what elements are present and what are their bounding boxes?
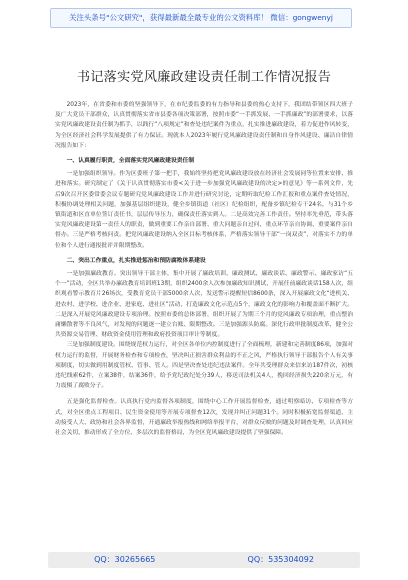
qq-contact[interactable]: QQ：30265665	[94, 555, 156, 564]
body-paragraph: 五是强化监督检查。认真执行党内监督各项制度，围绕中心工作开展监督检查，通过明察暗访、专项检查等方式，对全区重点工程项目、民生资金使用等开展专项督查12次，发现并纠正问题31个。同时积极拓宽监督渠道，主动接受人大、政协和社会各界监督，开通廉政举报热线和网络举报平台，对群众反映的问题及时调查处理，认真回应社会关切，推动形成了全方位、多层次的监督格局，为全区党风廉政建设提供了坚强保障。	[55, 399, 353, 437]
body-paragraph: 一是加强组织领导。作为区委班子第一把手，我始终坚持把党风廉政建设放在经济社会发展同等位置来安排、推进和落实。研究制定了《关于认真贯彻落实市委<关于进一步加强党风廉政建设的决定>的意见》等一系列文件，先后9次召开区委常委会议专题研究党风廉政建设工作并进行研究讨论，定期听取纪检工作汇报和重点案件查处情况，积极协调处理相关问题，加强基层组织建设，健全乡镇街道（社区）纪检组织，配备乡镇纪检专干24名，与31个乡镇街道和区直单位签订责任书，层层传导压力，确保责任落实到人。二是高效完善工作责任。坚持率先垂范，带头落实党风廉政建设第一责任人的职责，做到重要工作亲自部署、重大问题亲自过问、重点环节亲自协调、重要案件亲自督办。三是严格考核问责。把党风廉政建设纳入全区目标考核体系，严格落实领导干部“一岗双责”，对落实不力的单位和个人进行通报批评并限期整改。	[55, 171, 353, 249]
qq-group-contact[interactable]: QQ：535304092	[247, 555, 314, 564]
body-paragraph: 三是加强制度建设。围绕规范权力运行，对全区各单位内控制度进行了全面梳理，新建和完善制度86项，加强对权力运行的监督，开展财务检查和专项检查，坚决纠正损害群众利益的不正之风，严格执行领导干部报告个人有关事项制度，切实做到用制度管权、管事、管人。四是坚决查处违纪违法案件。全年共受理群众来信来访187件次，初核违纪线索62件，立案38件，结案36件，给予党纪政纪处分39人，移送司法机关4人，挽回经济损失220余万元，有力震慑了腐败分子。	[55, 342, 353, 390]
document-title: 书记落实党风廉政建设责任制工作情况报告	[76, 70, 332, 85]
body-paragraph: 一是加强廉政教育。突出领导干部主体，集中开展了廉政培训、廉政测试、廉政谈话、廉政警示、廉政家访“五个一”活动，全区共举办廉政教育培训班13期，组织2400余人次参加廉政知识测试，开展任前廉政谈话158人次，组织观看警示教育片26场次，受教育党员干部5000余人次，发送警示提醒短信8600条，深入开展廉政文化“进机关、进农村、进学校、进企业、进家庭、进社区”活动，打造廉政文化示范点5个，廉政文化的影响力和覆盖面不断扩大。二是深入开展党风廉政建设专项治理。按照市委的总体部署，组织开展了为期三个月的党风廉政专项治理，重点整治庸懒散奢等不良风气，对发现的问题逐一建立台账、限期整改。三是加强源头防腐。深化行政审批制度改革，健全公共资源交易管理、财政资金使用管理和政府投资项目审计等制度。	[55, 271, 353, 339]
document-body	[55, 100, 353, 532]
intro-paragraph: 2023年，在省委和市委的坚强领导下，在市纪委监委的有力指导和县委的热心支持下，我团结带领区四大班子及广大党员干部群众，认真贯彻落实省市县委各项决策部署，按照市委“一手抓发展、一手抓廉政”的部署要求，以落实党风廉政建设责任制为抓手，以践行“八项规定”和查处违纪案件为重点，扎实推进廉政建设，着力促进作风转变，为全区经济社会科学发展提供了有力保证。现就本人2023年履行党风廉政建设责任制和自身作风建设、廉洁自律情况报告如下：	[55, 102, 353, 149]
bottom-contact-banner	[48, 552, 360, 568]
top-promo-banner[interactable]: 关注头条号"公文研究"，获得最新最全最专业的公文资料库！ 微信：gongwenyj	[50, 8, 352, 28]
section-heading-1: 一、认真履行职责，全面落实党风廉政建设责任制	[66, 158, 195, 165]
section-heading-2: 二、突出工作重点，扎实推进惩治和预防腐败体系建设	[66, 257, 206, 264]
